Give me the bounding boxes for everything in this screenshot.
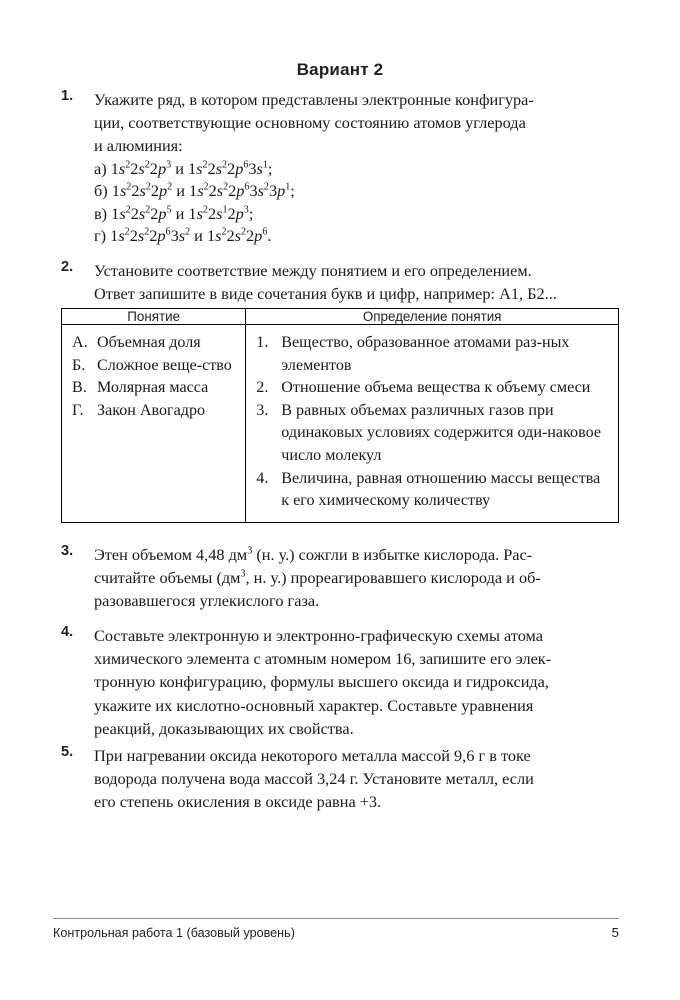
footer-label: Контрольная работа 1 (базовый уровень)	[53, 926, 295, 940]
question-1-option-a: а) $1s^22s^22p^3$ и $1s^22s^22p^63s^1$;	[94, 158, 273, 178]
question-1-body	[94, 88, 623, 248]
question-4	[61, 624, 623, 740]
definition-text-2: Отношение объема вещества к объему смеси	[281, 379, 591, 397]
concept-mark-v: В.	[72, 379, 87, 397]
question-3-line-1: Этен объемом 4,48 $дм^3$ (н. у.) сожгли в избытке кислорода. Рас-	[94, 545, 533, 564]
concepts-list	[62, 325, 245, 431]
question-4-line-4: укажите их кислотно-основный характер. Составьте уравнения	[94, 695, 534, 715]
page-title: Вариант 2	[296, 60, 384, 79]
question-2-body	[94, 259, 623, 305]
question-4-number: 4.	[61, 624, 74, 640]
question-2-number: 2.	[61, 259, 74, 275]
definition-mark-2: 2.	[256, 379, 269, 397]
concept-mark-b: Б.	[72, 356, 86, 374]
option-a-label: а)	[94, 158, 107, 178]
definition-mark-4: 4.	[256, 469, 269, 487]
definition-text-3: В равных объемах различных газов при одинаковых условиях содержится оди-наковое число молекул	[281, 401, 601, 464]
option-g-label: г)	[94, 226, 107, 246]
question-1-option-g: г) $1s^22s^22p^63s^2$ и $1s^22s^22p^6$.	[94, 226, 272, 246]
question-3	[61, 543, 623, 613]
question-5-line-1: При нагревании оксида некоторого металла массой 9,6 г в токе	[94, 746, 531, 765]
question-2	[61, 259, 623, 305]
question-5	[61, 744, 623, 814]
question-4-body	[94, 624, 623, 740]
concept-mark-g: Г.	[72, 401, 84, 419]
definition-mark-3: 3.	[256, 401, 269, 419]
question-4-line-2: химического элемента с атомным номером 16, запишите его элек-	[94, 649, 552, 669]
question-5-line-2: водорода получена вода массой 3,24 г. Установите металл, если	[94, 769, 534, 789]
table-body-row	[62, 325, 619, 523]
question-5-line-3: его степень окисления в оксиде равна +3.	[94, 792, 382, 812]
concept-item-a	[72, 332, 237, 355]
footer-page-number: 5	[611, 925, 619, 940]
question-4-line-3: тронную конфигурацию, формулы высшего оксида и гидроксида,	[94, 672, 549, 692]
page-footer	[53, 925, 619, 940]
question-5-number: 5.	[61, 744, 74, 760]
question-2-line-2: Ответ запишите в виде сочетания букв и цифр, например: А1, Б2...	[94, 284, 557, 304]
question-1-line-3: и алюминия:	[94, 136, 183, 156]
footer-divider	[53, 918, 619, 919]
question-1-number: 1.	[61, 88, 74, 104]
question-1	[61, 88, 623, 248]
question-3-number: 3.	[61, 543, 74, 559]
definition-item-4	[256, 468, 610, 513]
concepts-cell	[62, 325, 246, 523]
question-2-line-1: Установите соответствие между понятием и его определением.	[94, 261, 532, 280]
option-b-label: б)	[94, 181, 108, 201]
table-header-row	[62, 309, 619, 325]
concept-text-v: Молярная масса	[97, 379, 209, 397]
question-5-body	[94, 744, 623, 814]
question-4-line-1: Составьте электронную и электронно-графическую схемы атома	[94, 626, 543, 645]
definition-text-4: Величина, равная отношению массы вещества к его химическому количеству	[281, 469, 601, 510]
matching-table	[61, 308, 619, 523]
concept-item-g	[72, 400, 237, 423]
definition-mark-1: 1.	[256, 334, 269, 351]
concept-text-a: Объемная доля	[97, 334, 201, 351]
concept-text-g: Закон Авогадро	[97, 401, 206, 419]
question-3-line-2: считайте объемы ($дм^3$, н. у.) прореагировавшего кислорода и об-	[94, 568, 541, 588]
definition-item-2	[256, 377, 610, 400]
concept-item-b	[72, 355, 237, 378]
concept-item-v	[72, 377, 237, 400]
concept-mark-a: А.	[72, 334, 88, 351]
question-3-line-3: разовавшегося углекислого газа.	[94, 591, 320, 611]
definitions-cell	[246, 325, 619, 523]
definitions-list	[246, 325, 618, 522]
question-1-line-1: Укажите ряд, в котором представлены электронные конфигура-	[94, 90, 534, 109]
question-4-line-5: реакций, доказывающих их свойства.	[94, 718, 354, 738]
table-header-concept: Понятие	[62, 309, 246, 325]
question-1-line-2: ции, соответствующие основному состоянию атомов углерода	[94, 113, 526, 133]
concept-text-b: Сложное веще-ство	[97, 356, 232, 374]
definition-text-1: Вещество, образованное атомами раз-ных элементов	[281, 334, 570, 374]
table-header-definition: Определение понятия	[246, 309, 619, 325]
question-3-body	[94, 543, 623, 613]
definition-item-3	[256, 400, 610, 468]
question-1-option-b: б) $1s^22s^22p^2$ и $1s^22s^22p^63s^23p^1$;	[94, 181, 295, 201]
definition-item-1	[256, 332, 610, 377]
option-v-label: в)	[94, 203, 108, 223]
question-1-option-v: в) $1s^22s^22p^5$ и $1s^22s^12p^3$;	[94, 203, 254, 223]
